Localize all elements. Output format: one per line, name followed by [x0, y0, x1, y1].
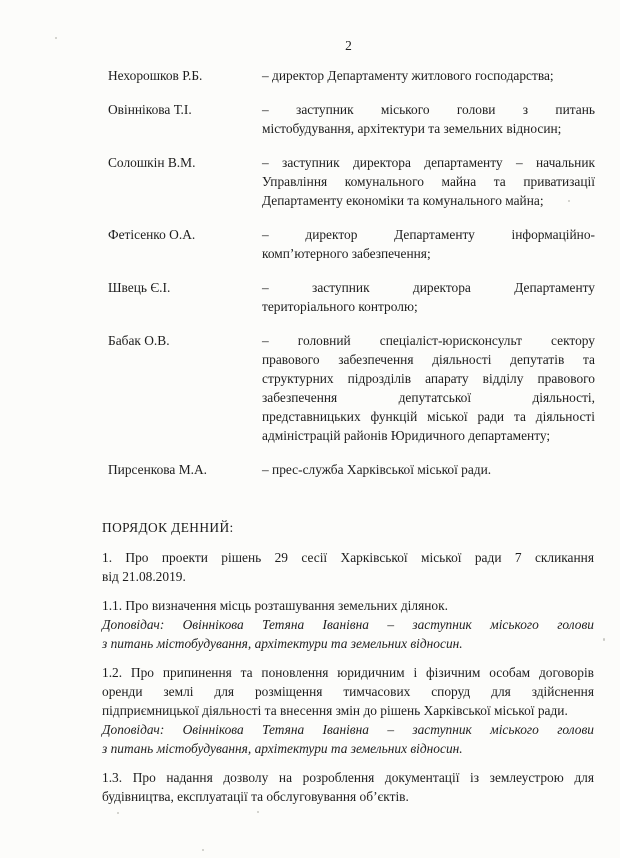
- agenda-item-line: оренди землі для розміщення тимчасових споруд для здійснення: [102, 684, 594, 699]
- attendee-name: Швець Є.І.: [108, 280, 171, 295]
- attendee-row: [108, 278, 595, 316]
- attendee-name: Бабак О.В.: [108, 333, 170, 348]
- attendee-row: [108, 331, 595, 445]
- attendee-position-line: Департаменту економіки та комунального майна;: [262, 193, 544, 208]
- agenda-speaker-line: з питань містобудування, архітектури та земельних відносин.: [102, 636, 463, 651]
- attendee-name: Пирсенкова М.А.: [108, 462, 207, 477]
- scan-speck: [257, 811, 259, 813]
- attendee-position-line: правового забезпечення діяльності депутатів та: [262, 352, 595, 367]
- attendee-position: [262, 331, 595, 445]
- attendee-position: [262, 153, 595, 210]
- agenda-speaker-line: Доповідач: Овіннікова Тетяна Іванівна – заступник міського голови: [102, 722, 594, 737]
- attendee-position: [262, 66, 595, 85]
- attendee-name: Овіннікова Т.І.: [108, 102, 192, 117]
- agenda-item-line: 1.2. Про припинення та поновлення юридичним і фізичним особам договорів: [102, 665, 594, 680]
- attendee-position-line: адміністрацій районів Юридичного департаменту;: [262, 428, 551, 443]
- attendee-row: [108, 460, 595, 479]
- attendee-position-line: забезпечення депутатської діяльності,: [262, 390, 595, 405]
- attendee-position-line: – директор Департаменту житлового господарства;: [262, 68, 554, 83]
- attendee-position: [262, 225, 595, 263]
- agenda-item-line: підприємницької діяльності та внесення змін до рішень Харківської міської ради.: [102, 703, 568, 718]
- attendee-position-line: комп’ютерного забезпечення;: [262, 246, 431, 261]
- attendee-position-line: Управління комунального майна та приватизації: [262, 174, 595, 189]
- agenda-item-line: 1.1. Про визначення місць розташування земельних ділянок.: [102, 598, 448, 613]
- attendee-position-line: – прес-служба Харківської міської ради.: [262, 462, 492, 477]
- scan-speck: [603, 638, 605, 641]
- attendee-row: [108, 66, 595, 85]
- agenda-item-line: 1.3. Про надання дозволу на розроблення документації із землеустрою для: [102, 770, 594, 785]
- scan-speck: [55, 37, 57, 39]
- attendee-position-line: – заступник директора департаменту – начальник: [262, 155, 595, 170]
- agenda-item-line: будівництва, експлуатації та обслуговування об’єктів.: [102, 789, 409, 804]
- attendee-position: [262, 460, 595, 479]
- agenda-speaker-line: з питань містобудування, архітектури та земельних відносин.: [102, 741, 463, 756]
- scan-speck: [117, 812, 119, 814]
- agenda-item-line: 1. Про проекти рішень 29 сесії Харківської міської ради 7 скликання: [102, 550, 594, 565]
- attendees-table: [108, 66, 595, 479]
- agenda-speaker-line: Доповідач: Овіннікова Тетяна Іванівна – заступник міського голови: [102, 617, 594, 632]
- attendee-row: [108, 100, 595, 138]
- attendee-position-line: – директор Департаменту інформаційно-: [262, 227, 595, 242]
- attendee-row: [108, 153, 595, 210]
- agenda-item: [102, 596, 594, 653]
- attendee-position-line: – головний спеціаліст-юрисконсульт сектору: [262, 333, 595, 348]
- attendee-position: [262, 100, 595, 138]
- attendee-position-line: представницьких функцій міської ради та діяльності: [262, 409, 595, 424]
- agenda-heading: ПОРЯДОК ДЕННИЙ:: [102, 520, 234, 535]
- scan-speck: [568, 200, 570, 202]
- attendee-position-line: територіального контролю;: [262, 299, 418, 314]
- attendee-name: Солошкін В.М.: [108, 155, 196, 170]
- page-number: 2: [345, 38, 352, 53]
- scan-speck: [202, 849, 204, 851]
- agenda-item: [102, 663, 594, 758]
- agenda-item: [102, 548, 594, 586]
- attendee-position-line: – заступник міського голови з питань: [262, 102, 595, 117]
- agenda-item: [102, 768, 594, 806]
- attendee-position-line: – заступник директора Департаменту: [262, 280, 595, 295]
- attendee-row: [108, 225, 595, 263]
- attendee-name: Фетісенко О.А.: [108, 227, 196, 242]
- agenda-item-line: від 21.08.2019.: [102, 569, 186, 584]
- attendee-position: [262, 278, 595, 316]
- agenda-items: [102, 548, 594, 806]
- attendee-position-line: містобудування, архітектури та земельних відносин;: [262, 121, 562, 136]
- attendee-position-line: структурних підрозділів апарату відділу правового: [262, 371, 595, 386]
- attendee-name: Нехорошков Р.Б.: [108, 68, 203, 83]
